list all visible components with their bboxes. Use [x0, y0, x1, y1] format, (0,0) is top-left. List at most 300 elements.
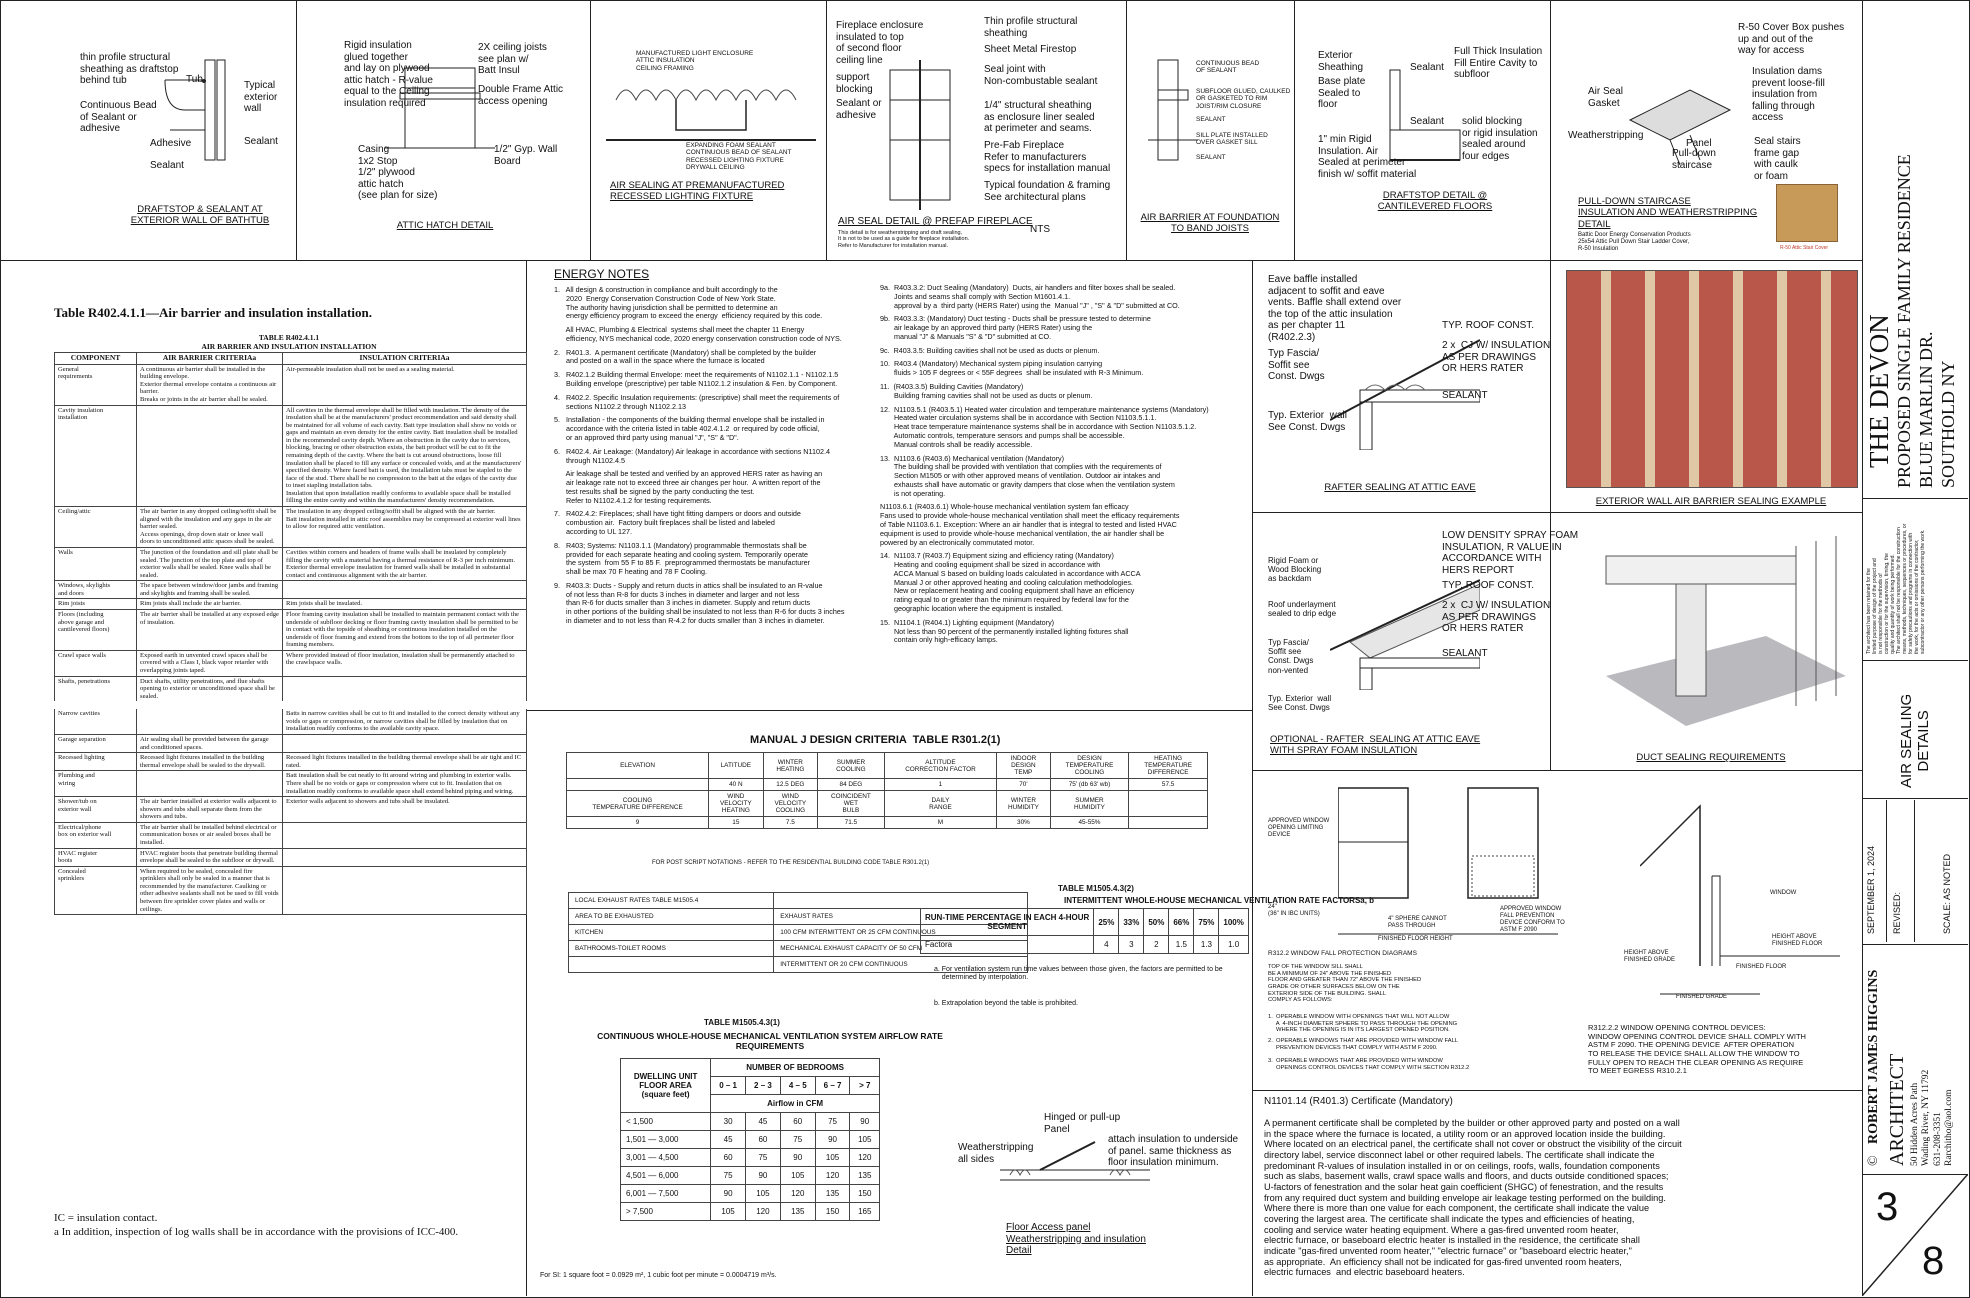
detail-label: Thin profile structural sheathing: [984, 16, 1078, 39]
photo-caption: EXTERIOR WALL AIR BARRIER SEALING EXAMPLE: [1595, 496, 1827, 507]
airflow-cell: 1,501 — 3,000: [621, 1131, 711, 1149]
drawing-date: SEPTEMBER 1, 2024: [1866, 845, 1876, 934]
divider: [1550, 0, 1551, 260]
airflow-cell: 135: [780, 1203, 815, 1221]
detail-label: Exterior Sheathing: [1318, 50, 1364, 73]
airflow-cell: 105: [850, 1131, 880, 1149]
table-cell: Windows, skylights and doors: [55, 581, 137, 599]
table-row: [55, 735, 527, 753]
airflow-bedroom-header: > 7: [850, 1077, 880, 1095]
divider: [526, 710, 1252, 711]
divider: [1126, 0, 1127, 260]
energy-note: 6. R402.4. Air Leakage: (Mandatory) Air leakage in accordance with sections N1102.4 through N1102.4.5: [554, 446, 830, 465]
airflow-cell: 75: [711, 1167, 746, 1185]
table-row: [55, 599, 527, 610]
table-cell: The air barrier shall be installed at any exposed edge of insulation.: [137, 609, 283, 650]
table-cell: Crawl space walls: [55, 650, 137, 676]
project-line: SOUTHOLD NY: [1938, 360, 1958, 488]
exhaust-cell: KITCHEN: [569, 925, 774, 941]
detail-label: Rigid insulation glued together and lay on plywood attic hatch - R-value equal to the Ceiling insulation required: [344, 40, 433, 109]
detail-label: Full Thick Insulation Fill Entire Cavity to subfloor: [1454, 46, 1543, 80]
airflow-col0: DWELLING UNIT FLOOR AREA (square feet): [621, 1059, 711, 1113]
table-footnote: IC = insulation contact.: [54, 1212, 158, 1224]
airflow-cell: 120: [780, 1185, 815, 1203]
table-header: AIR BARRIER CRITERIAa: [137, 353, 283, 365]
title-block-divider: [1862, 498, 1968, 499]
energy-note: 9c. R403.3.5: Building cavities shall not be used as ducts or plenum.: [880, 345, 1100, 355]
rate-factor-cell: 2: [1144, 936, 1169, 954]
airflow-cell: 60: [711, 1149, 746, 1167]
table-cell: Air-permeable insulation shall not be used as a sealing material.: [283, 364, 527, 405]
manual-j-cell: ELEVATION: [567, 753, 709, 779]
energy-note: N1103.6.1 (R403.6.1) Whole-house mechanical ventilation system fan efficacy Fans used to provide whole-house mechanical ventilation shall meet the efficacy requirements of Table N1103.6.1. Exception: Where an air handler that is integral to tested and listed HVAC equipment is used to provide whole-house mechanical ventilation, the air handler shall be powered by an electronically commutated motor.: [880, 502, 1180, 547]
project-line: PROPOSED SINGLE FAMILY RESIDENCE: [1894, 154, 1914, 488]
table-cell: [137, 705, 283, 734]
manual-j-cell: 30%: [997, 817, 1050, 829]
airflow-cell: 45: [711, 1131, 746, 1149]
manual-j-cell: WINTER HUMIDITY: [997, 791, 1050, 817]
airflow-title: CONTINUOUS WHOLE-HOUSE MECHANICAL VENTILATION SYSTEM AIRFLOW RATE REQUIREMENTS: [597, 1031, 943, 1051]
manual-j-cell: 75' (db 63' wb): [1050, 779, 1129, 791]
rate-factor-cell: 1.0: [1219, 936, 1248, 954]
detail-label: Tub: [186, 74, 203, 85]
sheet-number: 3: [1876, 1185, 1899, 1229]
band-joist-drawing: [1148, 50, 1198, 170]
detail-label: R-50 Cover Box pushes up and out of the way for access: [1738, 22, 1845, 56]
manual-j-cell: 84 DEG: [818, 779, 885, 791]
airflow-bedroom-header: 2 – 3: [746, 1077, 781, 1095]
divider: [1252, 512, 1862, 513]
energy-note: 7. R402.4.2: Fireplaces; shall have tight fitting dampers or doors and outside combustion air. Factory built fireplaces shall be listed and labeled according to UL 127.: [554, 509, 801, 536]
table-header: COMPONENT: [55, 353, 137, 365]
table-row: [621, 1113, 880, 1131]
window-label: WINDOW: [1770, 890, 1797, 896]
airflow-cell: 90: [850, 1113, 880, 1131]
manual-j-cell: 40 N: [709, 779, 764, 791]
detail-label: solid blocking or rigid insulation sealed around four edges: [1462, 116, 1538, 162]
exhaust-cell: [774, 893, 1028, 909]
divider-top-row: [0, 260, 1862, 261]
manual-j-cell: WINTER HEATING: [763, 753, 818, 779]
airflow-cell: 3,001 — 4,500: [621, 1149, 711, 1167]
table-cell: The space between window/door jambs and framing and skylights and framing shall be sealed.: [137, 581, 283, 599]
exhaust-cell: 100 CFM INTERMITTENT OR 25 CFM CONTINUOUS: [774, 925, 1028, 941]
manual-j-cell: COOLING TEMPERATURE DIFFERENCE: [567, 791, 709, 817]
table-row: [55, 676, 527, 705]
table-cell: [283, 735, 527, 753]
table-cell: Recessed lighting: [55, 753, 137, 771]
detail-caption: PULL-DOWN STAIRCASE INSULATION AND WEATHERSTRIPPING DETAIL: [1578, 196, 1758, 230]
energy-notes-title: ENERGY NOTES: [554, 267, 650, 281]
detail-label: TYP. ROOF CONST.: [1442, 580, 1535, 591]
detail-label: Eave baffle installed adjacent to soffit and eave vents. Baffle shall extend over the top of the attic insulation as per chapter 11 (R402.2.3): [1268, 274, 1402, 343]
energy-notes-column-1: [554, 286, 884, 631]
divider: [1550, 260, 1551, 770]
rate-factor-header: 66%: [1169, 909, 1194, 936]
detail-label: Sealant: [1410, 116, 1444, 127]
table-row: [55, 866, 527, 914]
table-cell: Electrical/phone box on exterior wall: [55, 822, 137, 848]
table-cell: [283, 581, 527, 599]
certificate-title: N1101.14 (R401.3) Certificate (Mandatory): [1264, 1096, 1453, 1107]
manual-j-cell: 57.5: [1129, 779, 1208, 791]
title-block-divider: [1886, 800, 1887, 942]
table-row: [55, 609, 527, 650]
duct-sealing-drawing: [1566, 526, 1856, 736]
window-label: 4" SPHERE CANNOT PASS THROUGH: [1388, 916, 1447, 929]
table-cell: Exposed earth in unvented crawl spaces shall be covered with a Class I, black vapor retarder with overlapping joints taped.: [137, 650, 283, 676]
table-cell: Shower/tub on exterior wall: [55, 797, 137, 823]
window-section-item: 2. OPERABLE WINDOWS THAT ARE PROVIDED WITH WINDOW FALL PREVENTION DEVICES THAT COMPLY WITH ASTM F 2090.: [1268, 1038, 1459, 1051]
table-row: [569, 893, 1028, 909]
energy-note: 9. R403.3: Ducts - Supply and return ducts in attics shall be insulated to an R-value of not less than R-8 for ducts 3 inches in diameter and larger and not less than R-6 for ducts smaller than 3 inches in diameter. Supply and return ducts in other portions of the building shall be insulated to not less than R-6 for ducts 3 inches in diameter and to not less than R-4.2 for ducts smaller than 3 inches in diameter.: [554, 580, 845, 625]
table-row: [55, 705, 527, 734]
manual-j-note: FOR POST SCRIPT NOTATIONS - REFER TO THE RESIDENTIAL BUILDING CODE TABLE R301.2(1): [652, 860, 930, 866]
detail-label: 1/4" structural sheathing as enclosure liner sealed at perimeter and seams.: [984, 100, 1095, 134]
table-title: Table R402.4.1.1—Air barrier and insulation installation.: [54, 305, 372, 320]
airflow-cell: 135: [815, 1185, 850, 1203]
table-cell: Recessed light fixtures installed in the building thermal envelope shall be sealed to the drywall.: [137, 753, 283, 771]
rate-factor-header: 100%: [1219, 909, 1248, 936]
detail-label: 1/2" Gyp. Wall Board: [494, 144, 558, 167]
exhaust-cell: LOCAL EXHAUST RATES TABLE M1505.4: [569, 893, 774, 909]
airflow-cell: 30: [711, 1113, 746, 1131]
airflow-cell: 6,001 — 7,500: [621, 1185, 711, 1203]
fireplace-drawing: [880, 60, 970, 210]
detail-label: SILL PLATE INSTALLED OVER GASKET SILL: [1196, 132, 1268, 147]
table-cell: [137, 405, 283, 507]
airflow-cell: 60: [746, 1131, 781, 1149]
airflow-cell: 120: [815, 1167, 850, 1185]
exhaust-cell: [569, 957, 774, 973]
rate-factor-cell: 3: [1119, 936, 1144, 954]
detail-label: SEALANT: [1196, 154, 1226, 161]
table-cell: Where provided instead of floor insulation, insulation shall be permanently attached to the crawlspace walls.: [283, 650, 527, 676]
detail-label: Insulation dams prevent loose-fill insulation from falling through access: [1752, 66, 1825, 123]
window-section-item: 1. OPERABLE WINDOW WITH OPENINGS THAT WILL NOT ALLOW A 4-INCH DIAMETER SPHERE TO PASS THROUGH THE OPENING WHERE THE OPENING IS IN ITS LARGEST OPENED POSITION.: [1268, 1014, 1458, 1034]
divider: [296, 0, 297, 260]
airflow-cell: 150: [815, 1203, 850, 1221]
manual-j-cell: DAILY RANGE: [884, 791, 996, 817]
detail-caption: DUCT SEALING REQUIREMENTS: [1636, 752, 1786, 763]
title-block-border: [1862, 0, 1863, 1296]
detail-label: Typ. Exterior wall See Const. Dwgs: [1268, 694, 1332, 713]
detail-caption: AIR SEAL DETAIL @ PREFAP FIREPLACE: [838, 216, 1033, 227]
energy-notes-column-2: [880, 284, 1250, 650]
energy-note: 10. R403.4 (Mandatory) Mechanical system piping insulation carrying fluids > 105 F degrees or < 55F degrees shall be insulated with R-3 Minimum.: [880, 359, 1144, 378]
table-cell: Shafts, penetrations: [55, 676, 137, 705]
rate-factor-cell: 1.3: [1194, 936, 1219, 954]
table-row: [621, 1149, 880, 1167]
airflow-cell: 165: [850, 1203, 880, 1221]
manual-j-cell: [1129, 791, 1208, 817]
detail-note: Battic Door Energy Conservation Products 25x54 Attic Pull Down Stair Ladder Cover, R-50 Insulation: [1578, 232, 1691, 252]
detail-label: Weatherstripping: [1568, 130, 1644, 141]
table-cell: The air barrier in any dropped ceiling/soffit shall be aligned with the insulation and any gaps in the air barrier sealed. Access openings, drop down stair or knee wall doors to unconditioned attic spaces shall be sealed.: [137, 507, 283, 548]
table-cell: Rim joists: [55, 599, 137, 610]
divider: [826, 0, 827, 260]
manual-j-cell: SUMMER COOLING: [818, 753, 885, 779]
table-cell: Batts in narrow cavities shall be cut to fit and installed to the correct density without any voids or gaps or compression, or narrow cavities shall be filled by insulation that on installation readily conforms to the available cavity space.: [283, 705, 527, 734]
wall-air-barrier-photo: [1566, 270, 1858, 488]
airflow-cell: 75: [780, 1131, 815, 1149]
detail-label: SEALANT: [1196, 116, 1226, 123]
airflow-cell: 75: [815, 1113, 850, 1131]
table-cell: Cavity insulation installation: [55, 405, 137, 507]
table-row: [55, 405, 527, 507]
airflow-footnote: For SI: 1 square foot = 0.0929 m², 1 cubic foot per minute = 0.0004719 m³/s.: [540, 1272, 777, 1279]
title-block-divider: [1914, 800, 1915, 942]
airflow-cell: 4,501 — 6,000: [621, 1167, 711, 1185]
rate-factor-header: 33%: [1119, 909, 1144, 936]
table-cell: Concealed sprinklers: [55, 866, 137, 914]
detail-caption: Floor Access panel Weatherstripping and insulation Detail: [1006, 1222, 1146, 1256]
table-cell: HVAC register boots: [55, 848, 137, 866]
detail-caption: AIR BARRIER AT FOUNDATION TO BAND JOISTS: [1140, 212, 1280, 235]
exhaust-cell: AREA TO BE EXHAUSTED: [569, 909, 774, 925]
manual-j-cell: 15: [709, 817, 764, 829]
manual-j-cell: ALTITUDE CORRECTION FACTOR: [884, 753, 996, 779]
title-block-divider: [1862, 660, 1968, 661]
rate-factor-header: RUN-TIME PERCENTAGE IN EACH 4-HOUR SEGMENT: [921, 909, 1094, 936]
airflow-cell: 90: [780, 1149, 815, 1167]
manual-j-cell: 70': [997, 779, 1050, 791]
detail-note: This detail is for weatherstripping and draft sealing, It is not to be used as a guide for fireplace installation. Refer to Manufacturer for installation manual.: [838, 230, 970, 249]
table-row: [621, 1203, 880, 1221]
detail-label: Roof underlayment sealed to drip edge: [1268, 600, 1337, 619]
detail-label: Air Seal Gasket: [1588, 86, 1624, 109]
detail-label: CONTINUOUS BEAD OF SEALANT: [1196, 60, 1260, 75]
energy-note: 11. (R403.3.5) Building Cavities (Mandatory) Building framing cavities shall not be used as ducts or plenum.: [880, 382, 1093, 400]
table-row: [55, 507, 527, 548]
sheet-total: 8: [1922, 1239, 1945, 1283]
detail-label: Continuous Bead of Sealant or adhesive: [80, 100, 157, 134]
detail-label: SEALANT: [1442, 390, 1488, 401]
detail-caption: RAFTER SEALING AT ATTIC EAVE: [1324, 482, 1476, 493]
window-label: FINISHED FLOOR: [1736, 964, 1787, 970]
copyright-symbol: ©: [1866, 1155, 1881, 1166]
detail-label: Hinged or pull-up Panel: [1044, 1112, 1121, 1135]
airflow-cell: 120: [746, 1203, 781, 1221]
table-row: [55, 547, 527, 580]
detail-label: SUBFLOOR GLUED, CAULKED OR GASKETED TO RIM JOIST/RIM CLOSURE: [1196, 88, 1291, 110]
window-label: APPROVED WINDOW OPENING LIMITING DEVICE: [1268, 818, 1330, 838]
manual-j-title: MANUAL J DESIGN CRITERIA TABLE R301.2(1): [750, 734, 1001, 746]
manual-j-cell: [567, 779, 709, 791]
exhaust-cell: MECHANICAL EXHAUST CAPACITY OF 50 CFM: [774, 941, 1028, 957]
detail-label: 2X ceiling joists see plan w/ Batt Insul: [478, 42, 547, 76]
certificate-text: A permanent certificate shall be completed by the builder or other approved party and posted on a wall in the space where the furnace is located, a utility room or an approved location inside the building. Where located on an electrical panel, the certificate shall not cover or obstruct the visibility of the circuit directory label, service disconnect label or other required labels. The certificate shall indicate the predominant R-values of insulation installed in or on ceilings, roofs, walls, foundation components such as slabs, basement walls, crawl space walls and floors, and ducts outside conditioned spaces; U-factors of fenestration and the solar heat gain coefficient (SHGC) of fenestration, and the results from any required duct system and building envelope air leakage testing performed on the building. Where there is more than one value for each component, the certificate shall indicate the value covering the largest area. The certificate shall indicate the types and efficiencies of heating, cooling and service water heating equipment. Where a gas-fired unvented room heater, electric furnace, or baseboard electric heater is installed in the residence, the certificate shall indicate "gas-fired unvented room heater," "electric furnace" or "baseboard electric heater," as appropriate. An efficiency shall not be indicated for gas-fired unvented room heaters, electric furnaces and electric baseboard heaters.: [1264, 1118, 1682, 1278]
table-cell: Floors (including above garage and cantilevered floors): [55, 609, 137, 650]
revised-label: REVISED:: [1892, 891, 1902, 934]
table-cell: Floor framing cavity insulation shall be installed to maintain permanent contact with the underside of subfloor decking or floor framing cavity insulation shall be permitted to be in contact with the topside of sheathing or continuous insulation installed on the underside of floor framing and extend from the bottom to the top of all perimeter floor framing members.: [283, 609, 527, 650]
airflow-bedroom-header: 0 – 1: [711, 1077, 746, 1095]
airflow-cell: 105: [746, 1185, 781, 1203]
airflow-cell: 150: [850, 1185, 880, 1203]
energy-note: 15. N1104.1 (R404.1) Lighting equipment (Mandatory) Not less than 90 percent of the permanently installed lighting fixtures shall contain only high-efficacy lamps.: [880, 617, 1129, 645]
detail-label: Sealant or adhesive: [836, 98, 882, 121]
manual-j-cell: WIND VELOCITY HEATING: [709, 791, 764, 817]
table-row: [55, 364, 527, 405]
energy-note: 2. R401.3. A permanent certificate (Mandatory) shall be completed by the builder and posted on a wall in the space where the furnace is located: [554, 347, 817, 366]
disclaimer: The architect has been retained for the limited purpose of design of the project and is not responsible for the methods of construction or for the supervision, timing, the quality and quantity of work being performed. The architect shall not be responsible for the construction means, methods, techniques, sequences or procedures, or for safety precautions and programs in connection with the work, for the acts or omissions of the contractor, subcontractor or any other persons performing the work.: [1866, 523, 1926, 654]
manual-j-cell: LATITUDE: [709, 753, 764, 779]
airflow-cell: 60: [780, 1113, 815, 1131]
detail-label: Sealant: [150, 160, 184, 171]
table-cell: [283, 676, 527, 705]
detail-label: Panel: [1686, 138, 1712, 149]
rate-factor-note: b. Extrapolation beyond the table is prohibited.: [934, 1000, 1078, 1007]
table-footnote: a In addition, inspection of log walls shall be in accordance with the provisions of ICC-400.: [54, 1226, 459, 1238]
detail-label: Typ Fascia/ Soffit see Const. Dwgs non-vented: [1268, 638, 1314, 675]
table-row: [55, 771, 527, 797]
airflow-title: TABLE M1505.4.3(1): [704, 1018, 780, 1027]
energy-note: 13. N1103.6 (R403.6) Mechanical ventilation (Mandatory) The building shall be provided with ventilation that complies with the requirements of Section M1505 or with other approved means of ventilation. Outdoor air intakes and exhausts shall have automatic or gravity dampers that close when the ventilation system is not operating.: [880, 453, 1175, 498]
detail-label: Base plate Sealed to floor: [1318, 76, 1366, 110]
manual-j-cell: [1129, 817, 1208, 829]
detail-label: Fireplace enclosure insulated to top of second floor ceiling line: [836, 20, 924, 66]
detail-label: SEALANT: [1442, 648, 1488, 659]
detail-label: attach insulation to underside of panel. same thickness as floor insulation minimum.: [1108, 1134, 1239, 1168]
window-control-text: R312.2.2 WINDOW OPENING CONTROL DEVICES: WINDOW OPENING CONTROL DEVICE SHALL COMPLY WITH ASTM F 2090. THE OPENING DEVICE AFTER OPERATION TO RELEASE THE DEVICE SHALL ALLOW THE WINDOW TO FULLY OPEN TO REACH THE CLEAR OPENING AS REQUIRE TO MEET EGRESS R310.2.1: [1588, 1023, 1806, 1076]
energy-note: 8. R403; Systems: N1103.1.1 (Mandatory) programmable thermostats shall be provided for each separate heating and cooling system. Temporarily operate the system from 55 F to 85 F. preprogrammed thermostats be manufacturer shall be max 70 F heating and 78 F Cooling.: [554, 540, 811, 577]
airflow-table: [620, 1058, 880, 1221]
energy-note: 12. N1103.5.1 (R403.5.1) Heated water circulation and temperature maintenance systems (Mandatory) Heated water circulation systems shall be in accordance with Section N1103.5.1.1. Heat trace temperature maintenance systems shall be in accordance with Section N1103.5.1.2. Automatic controls, temperature sensors and pumps shall be accessible. Manual controls shall be readily accessible.: [880, 404, 1209, 449]
table-cell: [137, 771, 283, 797]
airflow-cell: < 1,500: [621, 1113, 711, 1131]
table-cell: Duct shafts, utility penetrations, and flue shafts opening to exterior or unconditioned space shall be sealed.: [137, 676, 283, 705]
table-row: [55, 797, 527, 823]
architect-address: 50 Hidden Acres Path Wading River, NY 11792 631-208-3351 Rarchitho@aol.com: [1910, 1069, 1955, 1166]
table-cell: A continuous air barrier shall be installed in the building envelope. Exterior thermal envelope contains a continuous air barrier. Breaks or joints in the air barrier shall be sealed.: [137, 364, 283, 405]
table-cell: [283, 822, 527, 848]
detail-label: EXPANDING FOAM SEALANT CONTINUOUS BEAD OF SEALANT RECESSED LIGHTING FIXTURE DRYWALL CEILING: [686, 142, 792, 172]
divider: [1252, 260, 1253, 1296]
manual-j-cell: 45-55%: [1050, 817, 1129, 829]
table-row: [55, 650, 527, 676]
manual-j-cell: 71.5: [818, 817, 885, 829]
scale-label: SCALE: AS NOTED: [1942, 853, 1952, 934]
table-cell: Rim joists shall include the air barrier.: [137, 599, 283, 610]
detail-caption: DRAFTSTOP & SEALANT AT EXTERIOR WALL OF BATHTUB: [130, 204, 270, 227]
detail-caption: ATTIC HATCH DETAIL: [396, 220, 494, 231]
attic-stair-cover-photo: [1776, 184, 1838, 242]
rate-factor-title: INTERMITTENT WHOLE-HOUSE MECHANICAL VENTILATION RATE FACTORSa, b: [1064, 896, 1375, 905]
detail-label: Seal stairs frame gap with caulk or foam: [1754, 136, 1801, 182]
airflow-cell: > 7,500: [621, 1203, 711, 1221]
architect-name: ROBERT JAMES HIGGINS: [1866, 969, 1881, 1144]
energy-note: 3. R402.1.2 Building thermal Envelope: meet the requirements of N1102.1.1 - N1102.1.5 Building envelope (prescriptive) per table N1102.1.2 insulation & Fen. by Component.: [554, 370, 839, 389]
manual-j-cell: HEATING TEMPERATURE DIFFERENCE: [1129, 753, 1208, 779]
table-row: [621, 1185, 880, 1203]
airflow-cell: 45: [746, 1113, 781, 1131]
detail-label: MANUFACTURED LIGHT ENCLOSURE ATTIC INSULATION CEILING FRAMING: [636, 50, 754, 72]
detail-label: 2 x CJ W/ INSULATION AS PER DRAWINGS OR HERS RATER: [1442, 340, 1551, 374]
window-label: 24" (36" IN IBC UNITS): [1268, 904, 1320, 917]
energy-note: 5. Installation - the components of the building thermal envelope shall be installed in accordance with the criteria listed in table 402.4.1.2 or required by code official, or an approved third party using manual "J", "S" & "D".: [554, 415, 825, 442]
table-cell: The insulation in any dropped ceiling/soffit shall be aligned with the air barrier. Batt insulation installed in attic roof assemblies may be compressed at exterior wall lines to allow for required attic ventilation.: [283, 507, 527, 548]
table-cell: Garage separation: [55, 735, 137, 753]
manual-j-cell: 1: [884, 779, 996, 791]
manual-j-cell: SUMMER HUMIDITY: [1050, 791, 1129, 817]
window-label: HEIGHT ABOVE FINISHED FLOOR: [1772, 934, 1823, 947]
manual-j-cell: COINCIDENT WET BULB: [818, 791, 885, 817]
table-row: [55, 753, 527, 771]
table-subtitle: TABLE R402.4.1.1 AIR BARRIER AND INSULATION INSTALLATION: [201, 333, 377, 351]
detail-label: support blocking: [836, 72, 873, 95]
table-cell: All cavities in the thermal envelope shall be filled with insulation. The density of the insulation shall be at the manufacturers' product recommendation and said density shall be maintained for all volume of each cavity. Batt type insulation shall show no voids or gaps and maintain an even density for the entire cavity. Batt insulation shall be installed in the recommended cavity depth. Where an obstruction in the cavity due to services, blocking, bracing or other obstruction exists, the batt product will be cut to fit the remaining depth of the cavity. Where the batt is cut around obstructions, loose fill insulation shall be placed to fill any surface or concealed voids, and at the manufacturers' specified density. Where faced batt is used, the installation tabs must be stapled to the face of the stud. There shall be no compression to the batt at the edges of the cavity due to inset stapling installation tabs. Insulation that upon installation readily conforms to available space shall be installed filling the entire cavity and within the manufacturers' density recommendation.: [283, 405, 527, 507]
detail-label: Rigid Foam or Wood Blocking as backdam: [1268, 556, 1322, 584]
exhaust-cell: EXHAUST RATES: [774, 909, 1028, 925]
detail-label: Typ. Exterior wall See Const. Dwgs: [1268, 410, 1347, 433]
detail-label: 1" min Rigid Insulation. Air Sealed at perimeter finish w/ soffit material: [1318, 134, 1417, 180]
project-name: THE DEVON: [1864, 314, 1894, 468]
airflow-cell: 90: [746, 1167, 781, 1185]
detail-label: Weatherstripping all sides: [958, 1142, 1034, 1165]
window-section-title: R312.2 WINDOW FALL PROTECTION DIAGRAMS: [1268, 950, 1417, 957]
table-row: [55, 581, 527, 599]
window-section-item: 3. OPERABLE WINDOWS THAT ARE PROVIDED WITH WINDOW OPENINGS CONTROL DEVICES THAT COMPLY WITH SECTION R312.2: [1268, 1058, 1470, 1071]
divider: [1252, 770, 1862, 771]
airflow-cell: 105: [711, 1203, 746, 1221]
table-cell: Ceiling/attic: [55, 507, 137, 548]
energy-note: Air leakage shall be tested and verified by an approved HERS rater as having an air leakage rate not to exceed three air changes per hour. A written report of the test results shall be signed by the party conducting the test. Refer to N1102.4.1.2 for testing requirements.: [565, 469, 823, 505]
table-header: INSULATION CRITERIAa: [283, 353, 527, 365]
table-cell: The air barrier installed at exterior walls adjacent to showers and tubs shall separate them from the showers and tubs.: [137, 797, 283, 823]
detail-label: Seal joint with Non-combustable sealant: [984, 64, 1098, 87]
rate-factor-header: 25%: [1094, 909, 1119, 936]
table-row: [55, 848, 527, 866]
manual-j-cell: DESIGN TEMPERATURE COOLING: [1050, 753, 1129, 779]
title-block-divider: [1862, 798, 1968, 799]
rate-factor-header: 50%: [1144, 909, 1169, 936]
manual-j-cell: 7.5: [763, 817, 818, 829]
table-row: [55, 822, 527, 848]
detail-nts: NTS: [1030, 224, 1050, 235]
rate-factor-cell: 4: [1094, 936, 1119, 954]
architect-title: ARCHITECT: [1886, 1053, 1908, 1166]
title-block-divider: [1862, 944, 1968, 945]
energy-note: 9a. R403.3.2: Duct Sealing (Mandatory) Ducts, air handlers and filter boxes shall be sealed. Joints and seams shall comply with Section M1601.4.1. approval by a third party (HERS Rater) using the Manual "J" , "S" & "D" submitted at CO.: [880, 283, 1180, 310]
rate-factor-cell: 1.5: [1169, 936, 1194, 954]
airflow-cell: 105: [780, 1167, 815, 1185]
divider: [590, 0, 591, 260]
detail-label: LOW DENSITY SPRAY FOAM INSULATION, R VALUE IN ACCORDANCE WITH HERS REPORT: [1442, 530, 1579, 576]
airflow-group: NUMBER OF BEDROOMS: [711, 1059, 880, 1077]
airflow-cell: 75: [746, 1149, 781, 1167]
sheet-title: AIR SEALING DETAILS: [1898, 693, 1933, 788]
energy-note: 4. R402.2. Specific Insulation requirements: (prescriptive) shall meet the requirements of sections N1102.2 through N1102.2.13: [554, 392, 840, 411]
detail-label: Sheet Metal Firestop: [984, 44, 1077, 55]
table-cell: Air sealing shall be provided between the garage and conditioned spaces.: [137, 735, 283, 753]
manual-j-cell: 12.5 DEG: [763, 779, 818, 791]
airflow-cell: 135: [850, 1167, 880, 1185]
table-cell: Recessed light fixtures installed in the building thermal envelope shall be air tight and IC rated.: [283, 753, 527, 771]
window-label: APPROVED WINDOW FALL PREVENTION DEVICE CONFORM TO ASTM F 2090: [1500, 906, 1565, 933]
detail-label: Double Frame Attic access opening: [478, 84, 564, 107]
window-label: FINISHED FLOOR HEIGHT: [1378, 936, 1453, 942]
window-label: FINISHED GRADE: [1676, 994, 1728, 1000]
table-cell: Plumbing and wiring: [55, 771, 137, 797]
exhaust-cell: BATHROOMS-TOILET ROOMS: [569, 941, 774, 957]
detail-label: Pre-Fab Fireplace Refer to manufacturers specs for installation manual: [984, 140, 1111, 174]
airflow-cell: 90: [815, 1131, 850, 1149]
table-cell: [283, 866, 527, 914]
table-row: [621, 1131, 880, 1149]
airflow-cell: 120: [850, 1149, 880, 1167]
detail-label: Casing 1x2 Stop 1/2" plywood attic hatch (see plan for size): [358, 144, 438, 201]
detail-label: 2 x CJ W/ INSULATION AS PER DRAWINGS OR HERS RATER: [1442, 600, 1551, 634]
